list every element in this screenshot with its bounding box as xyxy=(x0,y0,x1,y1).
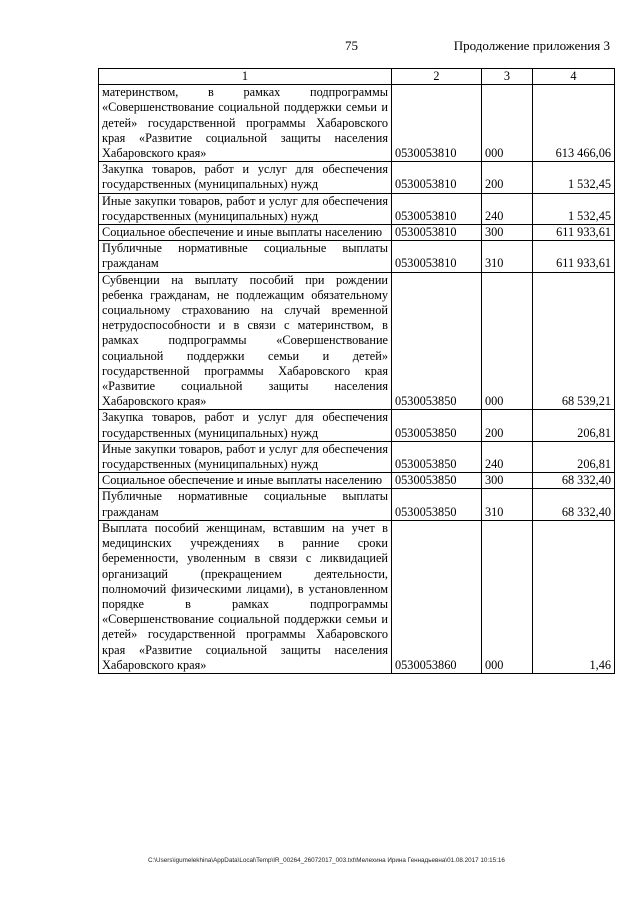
table-row xyxy=(99,410,615,441)
expense-type-code: 000 xyxy=(482,272,533,410)
amount-value: 68 332,40 xyxy=(533,489,615,520)
target-article-code: 0530053850 xyxy=(392,489,482,520)
budget-table xyxy=(98,68,615,674)
expense-type-code: 240 xyxy=(482,441,533,472)
target-article-code: 0530053810 xyxy=(392,241,482,272)
target-article-code: 0530053850 xyxy=(392,410,482,441)
row-description: Иные закупки товаров, работ и услуг для обеспечения государственных (муниципальных) нужд xyxy=(99,193,392,224)
amount-value: 611 933,61 xyxy=(533,241,615,272)
amount-value: 1 532,45 xyxy=(533,193,615,224)
amount-value: 68 332,40 xyxy=(533,473,615,489)
expense-type-code: 300 xyxy=(482,225,533,241)
table-row xyxy=(99,241,615,272)
row-description: Выплата пособий женщинам, вставшим на учет в медицинских учреждениях в ранние сроки беременности, уволенным в связи с ликвидацией организаций (прекращением деятельности, полномочий физическими лицами), в установленном порядке в рамках подпрограммы «Совершенствование социальной поддержки семьи и детей» государственной программы Хабаровского края «Развитие социальной защиты населения Хабаровского края» xyxy=(99,520,392,673)
row-description: Закупка товаров, работ и услуг для обеспечения государственных (муниципальных) нужд xyxy=(99,410,392,441)
expense-type-code: 310 xyxy=(482,241,533,272)
amount-value: 68 539,21 xyxy=(533,272,615,410)
amount-value: 206,81 xyxy=(533,441,615,472)
target-article-code: 0530053860 xyxy=(392,520,482,673)
expense-type-code: 000 xyxy=(482,520,533,673)
expense-type-code: 000 xyxy=(482,85,533,162)
column-header: 2 xyxy=(392,69,482,85)
target-article-code: 0530053810 xyxy=(392,162,482,193)
table-row xyxy=(99,193,615,224)
appendix-continuation-title: Продолжение приложения 3 xyxy=(453,38,610,53)
table-row xyxy=(99,520,615,673)
row-description: Публичные нормативные социальные выплаты гражданам xyxy=(99,241,392,272)
table-row xyxy=(99,225,615,241)
row-description: Социальное обеспечение и иные выплаты населению xyxy=(99,473,392,489)
table-header-row xyxy=(99,69,615,85)
document-path-footer: C:\Users\igumelekhina\AppData\Local\Temp\IR_00264_26072017_003.txt\Мелехина Ирина Геннадьевна\01.08.2017 10:15:16 xyxy=(148,857,505,864)
page-number: 75 xyxy=(345,38,358,53)
table-row xyxy=(99,85,615,162)
expense-type-code: 300 xyxy=(482,473,533,489)
row-description: Публичные нормативные социальные выплаты гражданам xyxy=(99,489,392,520)
row-description: Закупка товаров, работ и услуг для обеспечения государственных (муниципальных) нужд xyxy=(99,162,392,193)
table-row xyxy=(99,489,615,520)
amount-value: 206,81 xyxy=(533,410,615,441)
row-description: Иные закупки товаров, работ и услуг для обеспечения государственных (муниципальных) нужд xyxy=(99,441,392,472)
target-article-code: 0530053810 xyxy=(392,225,482,241)
amount-value: 1,46 xyxy=(533,520,615,673)
expense-type-code: 200 xyxy=(482,162,533,193)
expense-type-code: 240 xyxy=(482,193,533,224)
table-row xyxy=(99,441,615,472)
row-description: материнством, в рамках подпрограммы «Совершенствование социальной поддержки семьи и детей» государственной программы Хабаровского края «Развитие социальной защиты населения Хабаровского края» xyxy=(99,85,392,162)
table-row xyxy=(99,272,615,410)
target-article-code: 0530053850 xyxy=(392,272,482,410)
amount-value: 611 933,61 xyxy=(533,225,615,241)
amount-value: 613 466,06 xyxy=(533,85,615,162)
target-article-code: 0530053850 xyxy=(392,473,482,489)
target-article-code: 0530053850 xyxy=(392,441,482,472)
column-header: 1 xyxy=(99,69,392,85)
row-description: Субвенции на выплату пособий при рождении ребенка гражданам, не подлежащим обязательному социальному страхованию на случай временной нетрудоспособности и в связи с материнством, в рамках подпрограммы «Совершенствование социальной поддержки семьи и детей» государственной программы Хабаровского края «Развитие социальной защиты населения Хабаровского края» xyxy=(99,272,392,410)
expense-type-code: 310 xyxy=(482,489,533,520)
row-description: Социальное обеспечение и иные выплаты населению xyxy=(99,225,392,241)
target-article-code: 0530053810 xyxy=(392,85,482,162)
column-header: 3 xyxy=(482,69,533,85)
column-header: 4 xyxy=(533,69,615,85)
target-article-code: 0530053810 xyxy=(392,193,482,224)
table-row xyxy=(99,473,615,489)
expense-type-code: 200 xyxy=(482,410,533,441)
table-row xyxy=(99,162,615,193)
amount-value: 1 532,45 xyxy=(533,162,615,193)
